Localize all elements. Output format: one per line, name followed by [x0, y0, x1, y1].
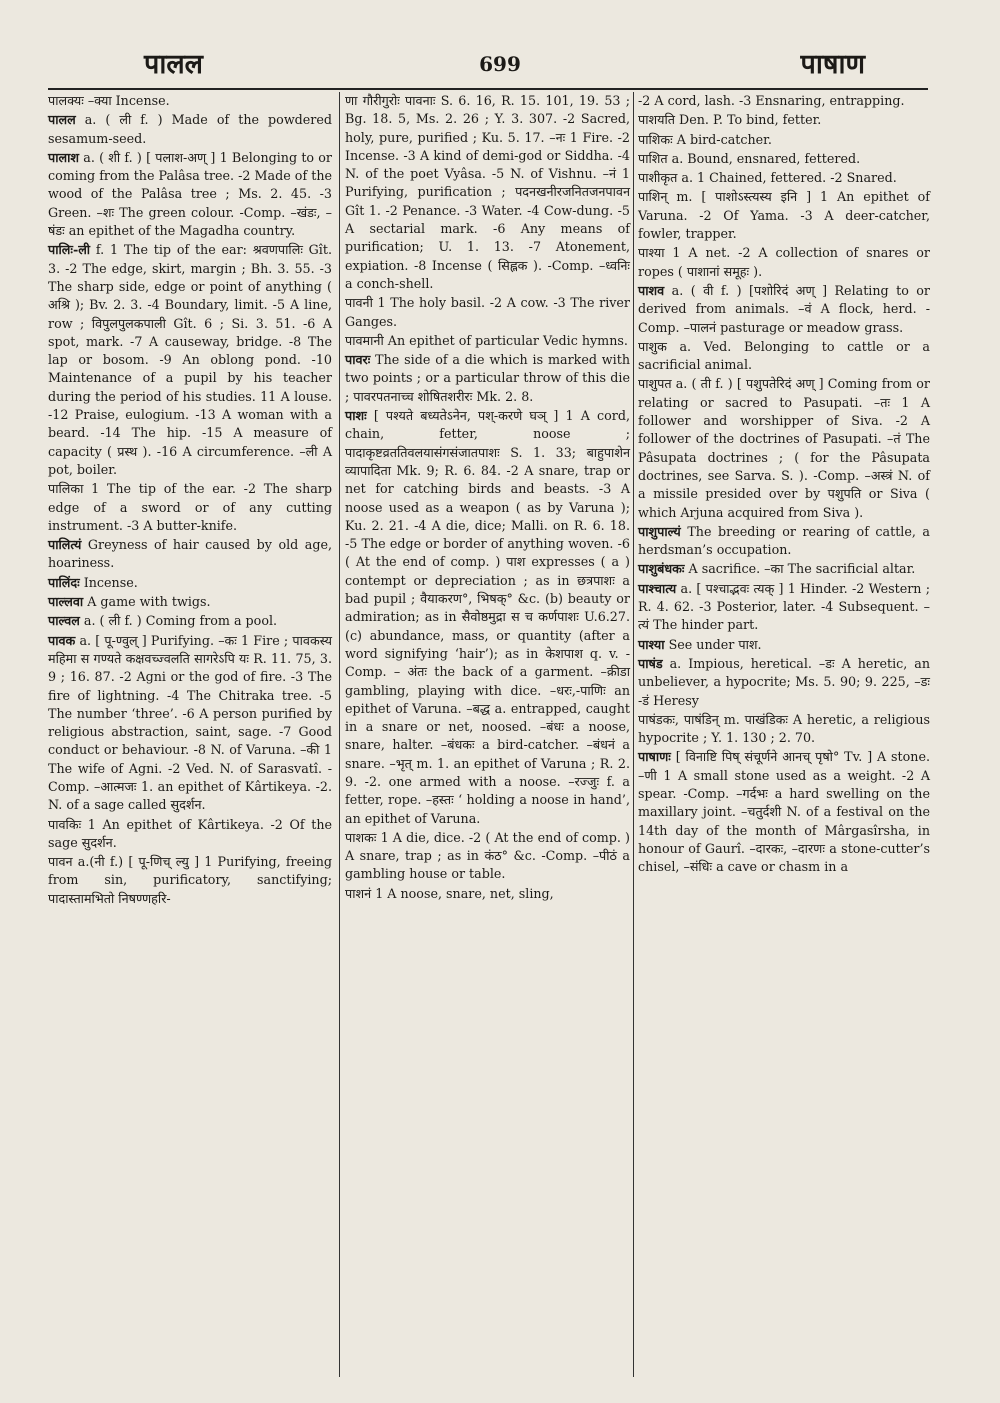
dictionary-entry: [638, 188, 930, 243]
entry-text: पावमानी An epithet of particular Vedic hymns.: [345, 332, 628, 348]
entry-text: पावन a.(नी f.) [ पू-णिच् ल्यु ] 1 Purifying, freeing from sin, purificatory, sanctifying; पादास्तामभितो निषण्णहरि-: [48, 854, 332, 906]
left-guide-word: पालल: [144, 49, 203, 80]
dictionary-entry: [48, 111, 332, 148]
entry-text: See under पाश.: [664, 636, 762, 652]
dictionary-entry: [48, 632, 332, 815]
dictionary-entry: [345, 407, 630, 828]
page-header: [60, 40, 940, 88]
entry-text: पाशुपत a. ( ती f. ) [ पशुपतेरिदं अण् ] Coming from or relating or sacred to Pasupati. –तः 1 A follower and worshipper of Siva. -2 A follower of the doctrines of Pasupati. –तं The Pâsupata doctrines ; ( for the Pâsupata doctrines, see Sarva. S. ). -Comp. –अस्त्रं N. of a missile presided over by पशुपति or Siva ( which Arjuna acquired from Siva ).: [638, 376, 930, 520]
dictionary-entry: [638, 375, 930, 521]
entry-headword: पाशव: [638, 282, 665, 298]
dictionary-entry: [638, 748, 930, 876]
dictionary-entry: [345, 885, 630, 903]
entry-text: A sacrifice. –का The sacrificial altar.: [684, 561, 916, 577]
dictionary-entry: [638, 111, 930, 129]
dictionary-entry: [638, 150, 930, 168]
entry-text: a. ( शी f. ) [ पलाश-अण् ] 1 Belonging to or coming from the Palâsa tree. -2 Made of the wood of the Palâsa tree ; Ms. 2. 45. -3 Green. –शः The green colour. -Comp. –खंडः, –षंडः an epithet of the Magadha country.: [48, 149, 332, 239]
entry-text: पाशिन् m. [ पाशोऽस्त्यस्य इनि ] 1 An epithet of Varuna. -2 Of Yama. -3 A deer-catcher, fowler, trapper.: [638, 189, 930, 242]
entry-text: पाशीकृत a. 1 Chained, fettered. -2 Snared.: [638, 170, 897, 186]
dictionary-entry: [48, 480, 332, 535]
entry-text: a. [ पू-ण्वुल् ] Purifying. –कः 1 Fire ; पावकस्य महिमा स गण्यते कक्षवच्ज्वलति सागरेऽपि यः R. 11. 75, 3. 9 ; 16. 87. -2 Agni or the god of fire. -3 The fire of lightning. -4 The Chitraka tree. -5 The number ‘three’. -6 A person purified by religious abstraction, saint, sage. -7 Good conduct or behaviour. -8 N. of Varuna. –की 1 The wife of Agni. -2 Ved. N. of Sarasvatî. -Comp. –आत्मजः 1. an epithet of Kârtikeya. -2. N. of a sage called सुदर्शन.: [48, 632, 332, 813]
column-2: [345, 92, 630, 904]
dictionary-entry: [48, 92, 332, 110]
entry-headword: पावरः: [345, 352, 371, 368]
entry-text: Greyness of hair caused by old age, hoariness.: [48, 537, 332, 571]
dictionary-entry: [48, 816, 332, 853]
dictionary-entry: [638, 655, 930, 710]
entry-text: [ विनाष्टि पिष् संचूर्णने आनच् पृषो° Tv. ] A stone. –णी 1 A small stone used as a weight. -2 A spear. -Comp. –गर्दभः a hard swelling on the maxillary joint. –चतुर्दशी N. of a festival on the 14th day of the month of Mârgasîrsha, in honour of Gaurî. –दारकः, –दारणः a stone-cutter’s chisel, –संधिः a cave or chasm in a: [638, 749, 930, 875]
dictionary-entry: [345, 351, 630, 406]
entry-headword: पाषंड: [638, 655, 663, 671]
dictionary-entry: [48, 574, 332, 592]
entry-text: f. 1 The tip of the ear: श्रवणपालिः Gît. 3. -2 The edge, skirt, margin ; Bh. 3. 55. -3 The sharp side, edge or point of anything ( अश्रि ); Bv. 2. 3. -4 Boundary, limit. -5 A line, row ; विपुलपुलकपाली Gît. 6 ; Si. 3. 51. -6 A spot, mark. -7 A causeway, bridge. -8 The lap or bosom. -9 An oblong pond. -10 Maintenance of a pupil by his teacher during the period of his studies. 11 A louse. -12 Praise, eulogium. -13 A woman with a beard. -14 The hip. -15 A measure of capacity ( प्रस्थ ). -16 A circumference. –ली A pot, boiler.: [48, 242, 332, 477]
entry-text: पाशनं 1 A noose, snare, net, sling,: [345, 885, 554, 901]
dictionary-entry: [638, 338, 930, 375]
dictionary-entry: [638, 580, 930, 635]
dictionary-entry: [638, 169, 930, 187]
entry-text: [ पश्यते बध्यतेऽनेन, पश्-करणे घञ् ] 1 A cord, chain, fetter, noose ; पादाकृष्टव्रततिवलयासंगसंजातपाशः S. 1. 33; बाहुपाशेन व्यापादिता Mk. 9; R. 6. 84. -2 A snare, trap or net for catching birds and beasts. -3 A noose used as a weapon ( as by Varuna ); Ku. 2. 21. -4 A die, dice; Malli. on R. 6. 18. -5 The edge or border of anything woven. -6 ( At the end of comp. ) पाश expresses ( a ) contempt or depreciation ; as in छत्रपाशः a bad pupil ; वैयाकरण°, भिषक्° &c. (b) beauty or admiration; as in सैवोष्ठमुद्रा स च कर्णपाशः U.6.27. (c) abundance, mass, or quantity (after a word signifying ‘hair’); as in केशपाश q. v. -Comp. – अंतः the back of a garment. –क्रीडा gambling, playing with dice. –धरः,-पाणिः an epithet of Varuna. –बद्ध a. entrapped, caught in a snare or net, noosed. –बंधः a noose, snare, halter. –बंधकः a bird-catcher. –बंधनं a snare. –भृत् m. 1. an epithet of Varuna ; R. 2. 9. -2. one armed with a noose. –रज्जुः f. a fetter, rope. –हस्तः ‘ holding a noose in hand’, an epithet of Varuna.: [345, 408, 630, 826]
entry-headword: पाश्या: [638, 636, 665, 652]
entry-headword: पालिः-ली: [48, 242, 91, 258]
entry-text: A game with twigs.: [83, 594, 211, 610]
entry-text: णा गौरीगुरोः पावनाः S. 6. 16, R. 15. 101, 19. 53 ; Bg. 18. 5, Ms. 2. 26 ; Y. 3. 307. -2 Sacred, holy, pure, purified ; Ku. 5. 17. –नः 1 Fire. -2 Incense. -3 A kind of demi-god or Siddha. -4 N. of the poet Vyâsa. -5 N. of Vishnu. –नं 1 Purifying, purification ; पदनखनीरजनितजनपावन Gît 1. -2 Penance. -3 Water. -4 Cow-dung. -5 A sectarial mark. -6 Any means of purification; U. 1. 13. -7 Atonement, expiation. -8 Incense ( सिह्लक ). -Comp. –ध्वनिः a conch-shell.: [345, 93, 630, 291]
dictionary-entry: [48, 853, 332, 908]
page-number: 699: [479, 52, 521, 76]
entry-text: पावकिः 1 An epithet of Kârtikeya. -2 Of the sage सुदर्शन.: [48, 816, 332, 850]
entry-headword: पाल्लवा: [48, 594, 84, 610]
dictionary-entry: [638, 131, 930, 149]
dictionary-entry: [345, 829, 630, 884]
entry-headword: पालिंदः: [48, 574, 80, 590]
entry-text: पाशयति Den. P. To bind, fetter.: [638, 112, 822, 128]
entry-text: a. ( ली f. ) Made of the powdered sesamum-seed.: [48, 112, 332, 146]
entry-headword: पाशुबंधकः: [638, 561, 685, 577]
dictionary-entry: [345, 332, 630, 350]
dictionary-entry: [638, 523, 930, 560]
right-guide-word: पाषाण: [800, 49, 865, 80]
dictionary-entry: [638, 282, 930, 337]
entry-text: The side of a die which is marked with two points ; or a particular throw of this die ; पावरपतनाच्च शोषितशरीरः Mk. 2. 8.: [345, 352, 630, 404]
entry-text: पाशिकः A bird-catcher.: [638, 131, 772, 147]
header-rule: [48, 88, 928, 90]
entry-text: पाश्या 1 A net. -2 A collection of snares or ropes ( पाशानां समूहः ).: [638, 245, 930, 279]
entry-headword: पाश्चात्य: [638, 580, 677, 596]
dictionary-entry: [48, 241, 332, 479]
entry-headword: पाशः: [345, 408, 367, 424]
entry-headword: पाषाणः: [638, 749, 671, 765]
entry-headword: पालाश: [48, 149, 80, 165]
entry-text: a. ( वी f. ) [पशोरिदं अण् ] Relating to or derived from animals. –वं A flock, herd. -Comp. –पालनं pasturage or meadow grass.: [638, 282, 930, 335]
entry-headword: पाशुपाल्यं: [638, 523, 681, 539]
entry-text: पाशुक a. Ved. Belonging to cattle or a sacrificial animal.: [638, 338, 930, 373]
dictionary-entry: [638, 92, 930, 110]
entry-text: a. [ पश्चाद्भवः त्यक् ] 1 Hinder. -2 Western ; R. 4. 62. -3 Posterior, later. -4 Subsequent. –त्यं The hinder part.: [638, 580, 930, 633]
dictionary-entry: [638, 636, 930, 654]
column-3: [638, 92, 930, 877]
entry-headword: पालित्यं: [48, 537, 82, 553]
entry-headword: पालल: [48, 112, 76, 128]
dictionary-entry: [638, 244, 930, 281]
entry-text: पाशित a. Bound, ensnared, fettered.: [638, 150, 861, 166]
column-divider: [633, 92, 634, 1377]
entry-text: -2 A cord, lash. -3 Ensnaring, entrapping.: [638, 93, 905, 108]
entry-text: a. Impious, heretical. –डः A heretic, an unbeliever, a hypocrite; Ms. 5. 90; 9. 225, –डः -डं Heresy: [638, 655, 930, 708]
entry-text: The breeding or rearing of cattle, a herdsman’s occupation.: [638, 523, 930, 558]
dictionary-entry: [638, 560, 930, 578]
entry-headword: पावक: [48, 632, 76, 648]
dictionary-entry: [48, 149, 332, 240]
column-1: [48, 92, 332, 909]
dictionary-entry: [48, 612, 332, 630]
entry-text: पालिका 1 The tip of the ear. -2 The sharp edge of a sword or of any cutting instrument. -3 A butter-knife.: [48, 481, 332, 533]
entry-text: पालक्यः –क्या Incense.: [48, 93, 170, 108]
entry-text: पावनी 1 The holy basil. -2 A cow. -3 The river Ganges.: [345, 295, 630, 329]
dictionary-entry: [638, 711, 930, 748]
dictionary-entry: [345, 294, 630, 331]
entry-text: a. ( ली f. ) Coming from a pool.: [79, 613, 278, 629]
column-divider: [339, 92, 340, 1377]
entry-text: Incense.: [79, 574, 138, 590]
dictionary-entry: [48, 536, 332, 573]
dictionary-entry: [345, 92, 630, 293]
dictionary-entry: [48, 593, 332, 611]
entry-headword: पाल्वल: [48, 613, 80, 629]
entry-text: पाशकः 1 A die, dice. -2 ( At the end of comp. ) A snare, trap ; as in कंठ° &c. -Comp. –पीठं a gambling house or table.: [345, 829, 630, 882]
entry-text: पाषंडकः, पाषंडिन् m. पाखंडिकः A heretic, a religious hypocrite ; Y. 1. 130 ; 2. 70.: [638, 711, 930, 746]
